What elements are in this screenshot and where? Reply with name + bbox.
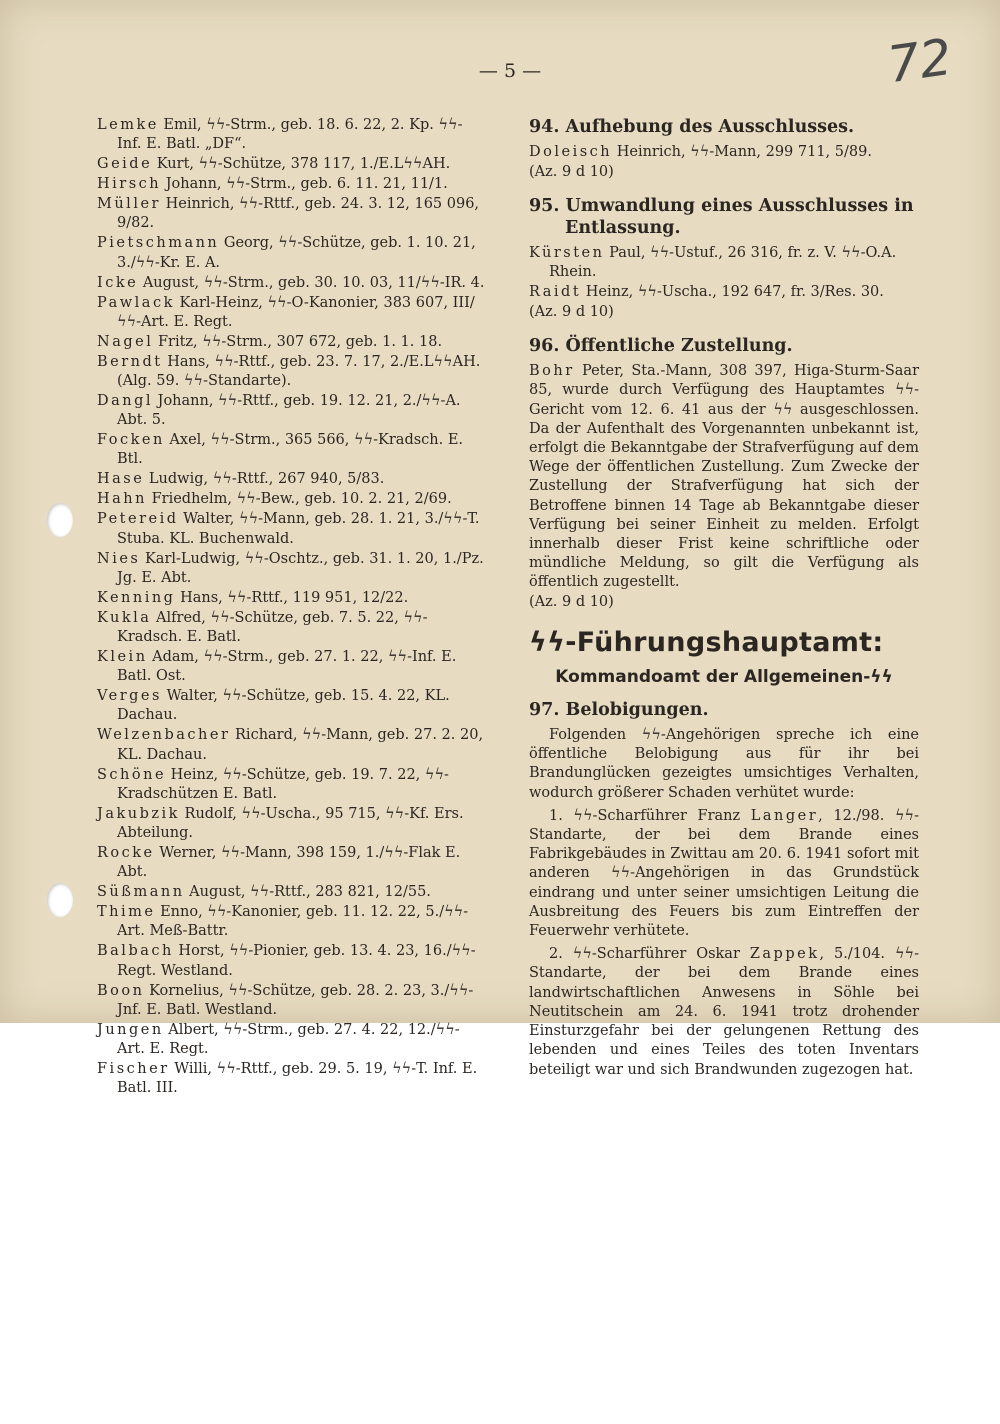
person-details: Emil, ϟϟ-Strm., geb. 18. 6. 22, 2. Kp. ϟϟ-Inf. E. Batl. „DF“. — [117, 117, 463, 153]
commendation-item: 2. ϟϟ-Scharführer Oskar Zappek, 5./104. ϟϟ-Standarte, der bei dem Brande eines landwirtschaftlichen Anwesens in Söhle bei Neutitschein am 24. 6. 1941 trotz drohender Einsturzgefahr bei der gelungenen Rettung des lebenden und eines Teiles des toten Inventars beteiligt war und sich Brandwunden zugezogen hat. — [529, 946, 919, 1078]
person-name: Berndt — [97, 353, 163, 370]
list-item: Kürsten Paul, ϟϟ-Ustuf., 26 316, fr. z. V. ϟϟ-O.A. Rhein. — [529, 245, 897, 281]
list-item — [97, 942, 487, 980]
list-item — [97, 353, 487, 391]
person-details: Axel, ϟϟ-Strm., 365 566, ϟϟ-Kradsch. E. Btl. — [117, 432, 464, 468]
reference: (Az. 9 d 10) — [529, 593, 614, 610]
list-item — [97, 589, 487, 608]
person-details: Albert, ϟϟ-Strm., geb. 27. 4. 22, 12./ϟϟ-Art. E. Regt. — [117, 1021, 460, 1058]
person-name: Jungen — [97, 1021, 164, 1038]
person-name: Rocke — [97, 845, 155, 862]
list-item: Doleisch Heinrich, ϟϟ-Mann, 299 711, 5/89. — [529, 144, 872, 160]
right-column — [529, 116, 919, 1080]
handwritten-note: 72 — [884, 27, 956, 95]
commendation-item: 1. ϟϟ-Scharführer Franz Langer, 12./98. ϟϟ-Standarte, der bei dem Brande eines Fabrikgebäudes in Zwittau am 20. 6. 1941 sofort mit anderen ϟϟ-Angehörigen in das Grundstück eindrang und unter seiner umsichtigen Leitung die Ausbreitung des Feuers bis zum Eintreffen der Feuerwehr verhütete. — [529, 807, 919, 940]
person-details: Enno, ϟϟ-Kanonier, geb. 11. 12. 22, 5./ϟϟ-Art. Meß-Battr. — [117, 904, 469, 940]
person-details: August, ϟϟ-Rttf., 283 821, 12/55. — [184, 884, 431, 901]
person-name: Kukla — [97, 609, 152, 626]
list-item — [97, 470, 487, 489]
person-name: Focken — [97, 432, 165, 449]
list-item — [97, 805, 487, 843]
section-97-heading: 97. Belobigungen. — [529, 700, 709, 721]
list-item — [97, 903, 487, 941]
person-details: Rudolf, ϟϟ-Uscha., 95 715, ϟϟ-Kf. Ers. Abteilung. — [117, 805, 464, 842]
section-96-heading: 96. Öffentliche Zustellung. — [529, 336, 793, 357]
person-name: Pawlack — [97, 294, 175, 311]
list-item — [97, 234, 487, 272]
person-name: Schöne — [97, 766, 167, 783]
list-item — [97, 1060, 487, 1098]
section-97-intro: Folgenden ϟϟ-Angehörigen spreche ich eine öffentliche Belobigung aus für ihr bei Brandunglücken gezeigtes umsichtiges Verhalten, wodurch größerer Schaden verhütet wurde: — [529, 727, 919, 801]
person-name: Boon — [97, 982, 145, 999]
person-details: Kornelius, ϟϟ-Schütze, geb. 28. 2. 23, 3./ϟϟ-Jnf. E. Batl. Westland. — [117, 982, 474, 1018]
person-details: Karl-Heinz, ϟϟ-O-Kanonier, 383 607, III/ϟϟ-Art. E. Regt. — [117, 294, 475, 330]
list-item — [97, 609, 487, 647]
person-details: Walter, ϟϟ-Schütze, geb. 15. 4. 22, KL. Dachau. — [117, 688, 450, 724]
person-name: Thime — [97, 904, 156, 921]
list-item — [97, 155, 487, 174]
person-name: Fischer — [97, 1061, 170, 1078]
office-title: ϟϟ-Führungshauptamt: — [529, 626, 884, 658]
person-name: Kenning — [97, 589, 176, 606]
person-name: Icke — [97, 274, 139, 291]
person-details: Johann, ϟϟ-Rttf., geb. 19. 12. 21, 2./ϟϟ-A. Abt. 5. — [117, 393, 461, 429]
person-name: Nies — [97, 550, 141, 567]
punch-hole — [47, 883, 73, 917]
list-item — [97, 294, 487, 332]
person-name: Verges — [97, 688, 162, 705]
list-item: Raidt Heinz, ϟϟ-Uscha., 192 647, fr. 3/Res. 30. — [529, 284, 884, 301]
person-name: Dangl — [97, 393, 154, 410]
person-details: Karl-Ludwig, ϟϟ-Oschtz., geb. 31. 1. 20, 1./Pz. Jg. E. Abt. — [117, 550, 484, 586]
list-item — [97, 1021, 487, 1059]
person-name: Petereid — [97, 511, 179, 528]
list-item — [97, 766, 487, 804]
person-name: Lemke — [97, 117, 159, 133]
person-details: Fritz, ϟϟ-Strm., 307 672, geb. 1. 1. 18. — [153, 333, 443, 350]
list-item — [97, 175, 487, 194]
list-item — [97, 883, 487, 902]
left-column — [97, 116, 487, 1099]
list-item — [97, 982, 487, 1020]
person-name: Hahn — [97, 491, 147, 508]
page-number: — 5 — — [478, 60, 542, 82]
person-details: Johann, ϟϟ-Strm., geb. 6. 11. 21, 11/1. — [161, 176, 448, 193]
office-subtitle: Kommandoamt der Allgemeinen-ϟϟ — [555, 666, 893, 687]
reference: (Az. 9 d 10) — [529, 304, 614, 321]
person-details: Hans, ϟϟ-Rttf., geb. 23. 7. 17, 2./E.LϟϟAH. (Alg. 59. ϟϟ-Standarte). — [117, 353, 481, 390]
list-item — [97, 431, 487, 469]
person-name: Süßmann — [97, 884, 185, 901]
list-item — [97, 274, 487, 293]
person-details: Kurt, ϟϟ-Schütze, 378 117, 1./E.LϟϟAH. — [152, 156, 451, 173]
list-item — [97, 333, 487, 352]
person-name: Jakubzik — [97, 805, 180, 822]
person-details: Heinrich, ϟϟ-Rttf., geb. 24. 3. 12, 165 096, 9/82. — [117, 196, 480, 232]
person-details: Richard, ϟϟ-Mann, geb. 27. 2. 20, KL. Dachau. — [117, 727, 484, 763]
person-details: Hans, ϟϟ-Rttf., 119 951, 12/22. — [175, 589, 409, 606]
person-name: Müller — [97, 196, 161, 213]
list-item — [97, 844, 487, 882]
person-details: Willi, ϟϟ-Rttf., geb. 29. 5. 19, ϟϟ-T. Inf. E. Batl. III. — [117, 1061, 478, 1097]
person-name: Nagel — [97, 333, 154, 350]
person-details: Adam, ϟϟ-Strm., geb. 27. 1. 22, ϟϟ-Inf. E. Batl. Ost. — [117, 649, 457, 685]
person-details: Heinz, ϟϟ-Schütze, geb. 19. 7. 22, ϟϟ-Kradschützen E. Batl. — [117, 766, 449, 802]
section-96-text: Bohr Peter, Sta.-Mann, 308 397, Higa-Sturm-Saar 85, wurde durch Verfügung des Hauptamtes ϟϟ-Gericht vom 12. 6. 41 aus der ϟϟ ausgeschlossen. Da der Aufenthalt des Vorgenannten unbekannt ist, erfolgt die Bekanntgabe der Strafverfügung auf dem Wege der öffentlichen Zustellung. Zum Zwecke der Zustellung der Strafverfügung hat sich der Betroffene binnen 14 Tage ab Bekanntgabe dieser Verfügung bei seiner Einheit zu melden. Erfolgt innerhalb dieser Frist keine schriftliche oder mündliche Meldung, so gilt die Verfügung als öffentlich zugestellt. — [529, 363, 919, 591]
list-item — [97, 510, 487, 548]
person-details: Alfred, ϟϟ-Schütze, geb. 7. 5. 22, ϟϟ-Kradsch. E. Batl. — [117, 609, 428, 646]
section-94-heading: 94. Aufhebung des Ausschlusses. — [529, 117, 855, 137]
section-95-heading: 95. Umwandlung eines Ausschlusses in Entlassung. — [529, 196, 914, 238]
list-item — [97, 726, 487, 764]
person-name: Geide — [97, 156, 153, 173]
list-item — [97, 392, 487, 430]
person-name: Balbach — [97, 943, 174, 960]
person-name: Hase — [97, 471, 145, 488]
person-name: Hirsch — [97, 176, 162, 193]
person-name: Welzenbacher — [97, 727, 231, 744]
person-details: August, ϟϟ-Strm., geb. 30. 10. 03, 11/ϟϟ-IR. 4. — [138, 274, 485, 291]
list-item — [97, 687, 487, 725]
list-item — [97, 116, 487, 154]
person-name: Pietschmann — [97, 235, 220, 252]
person-details: Walter, ϟϟ-Mann, geb. 28. 1. 21, 3./ϟϟ-T. Stuba. KL. Buchenwald. — [117, 511, 480, 547]
person-details: Ludwig, ϟϟ-Rttf., 267 940, 5/83. — [144, 471, 385, 488]
list-item — [97, 648, 487, 686]
reference: (Az. 9 d 10) — [529, 164, 614, 180]
person-details: Werner, ϟϟ-Mann, 398 159, 1./ϟϟ-Flak E. Abt. — [117, 845, 461, 881]
person-details: Georg, ϟϟ-Schütze, geb. 1. 10. 21, 3./ϟϟ-Kr. E. A. — [117, 235, 476, 271]
list-item — [97, 550, 487, 588]
person-details: Horst, ϟϟ-Pionier, geb. 13. 4. 23, 16./ϟϟ-Regt. Westland. — [117, 943, 476, 979]
list-item — [97, 195, 487, 233]
punch-hole — [47, 503, 73, 537]
person-details: Friedhelm, ϟϟ-Bew., geb. 10. 2. 21, 2/69. — [146, 491, 452, 508]
person-name: Klein — [97, 649, 148, 666]
list-item — [97, 490, 487, 509]
